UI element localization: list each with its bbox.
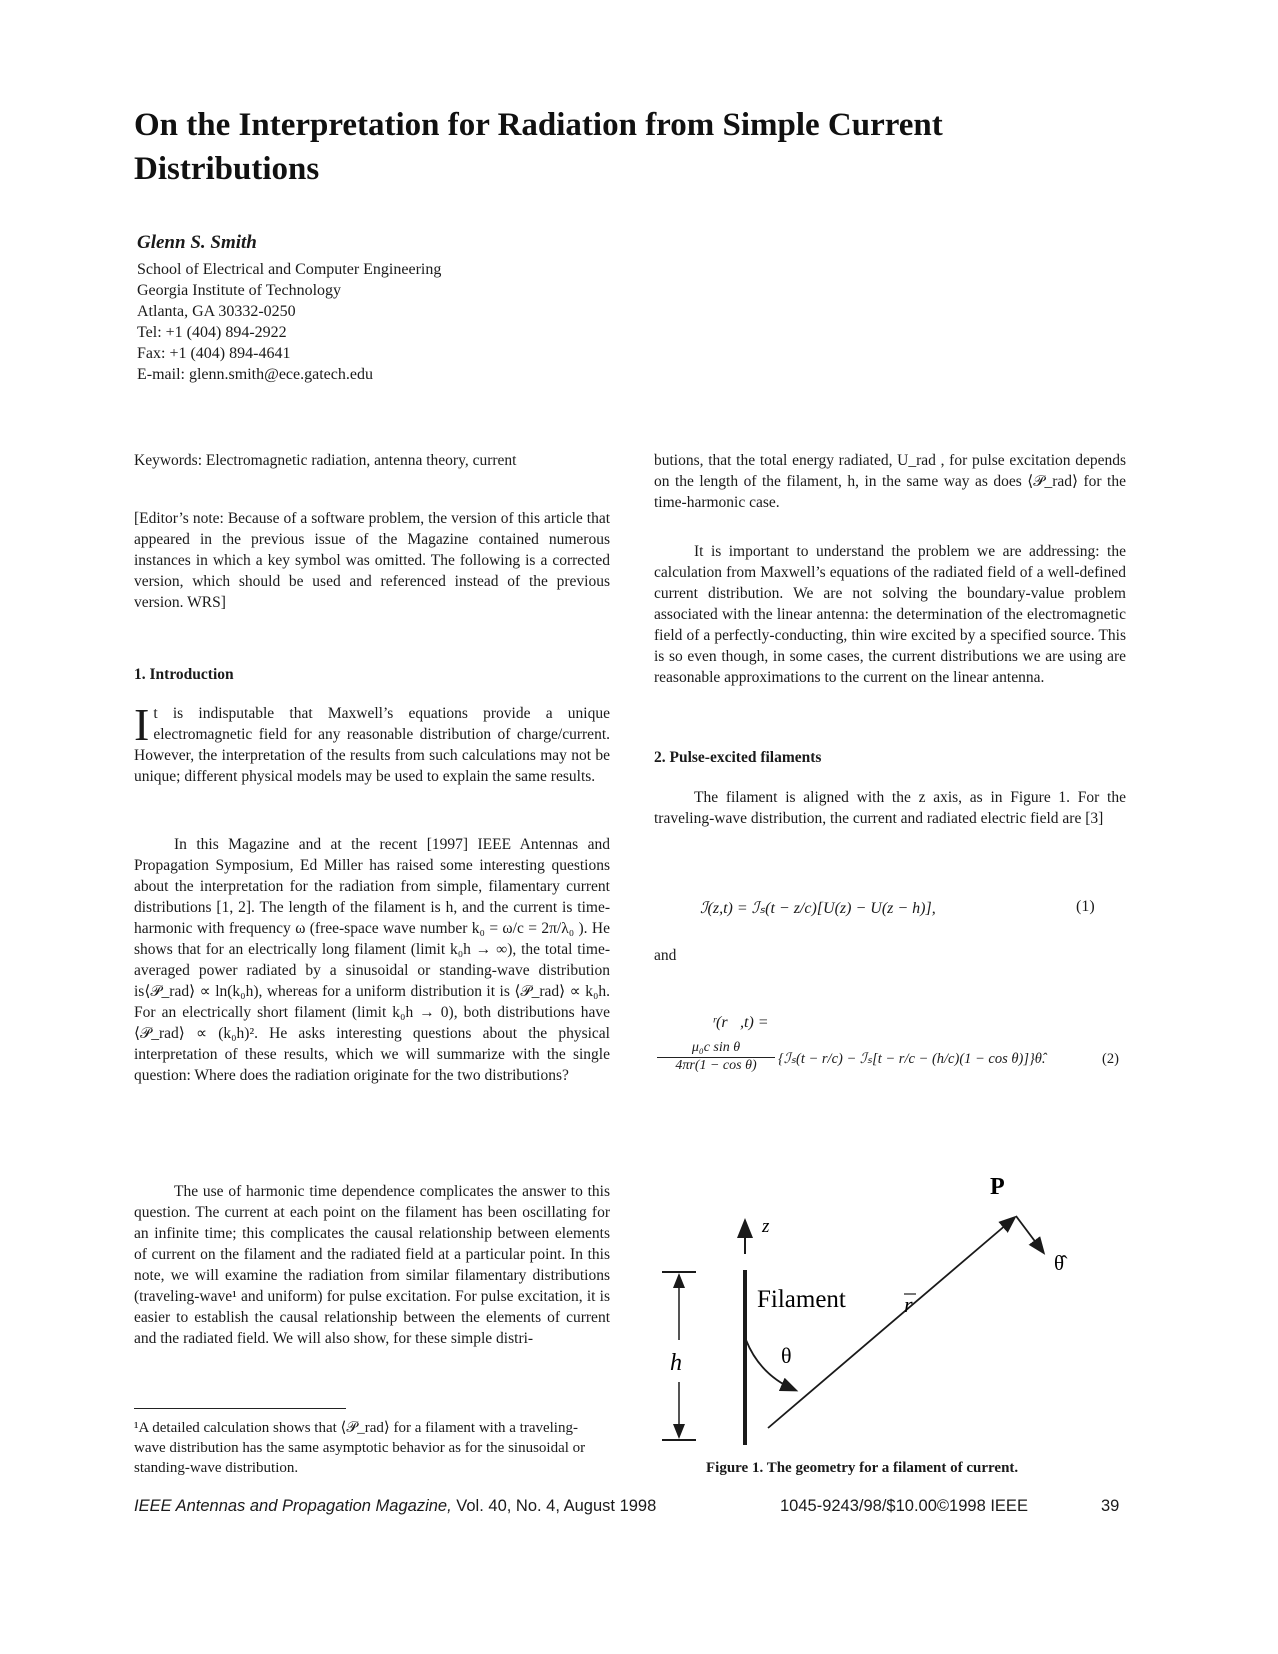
continued-paragraph: butions, that the total energy radiated, U_rad , for pulse excitation depends on the length of the filament, h, in the same way as does ⟨𝒫_rad⟩ for the time-harmonic case.: [654, 452, 1126, 511]
and-word: and: [654, 947, 677, 964]
r-vector: [768, 1218, 1014, 1428]
article-title: On the Interpretation for Radiation from Simple Current Distributions: [134, 107, 943, 187]
author-affiliation: [137, 259, 441, 385]
point-p-label: P: [990, 1174, 1005, 1200]
equation-2-lhs: ℰʳ(r⃗,t) =: [700, 1014, 769, 1031]
affiliation-line: Tel: +1 (404) 894-2922: [137, 324, 287, 341]
affiliation-line: Atlanta, GA 30332-0250: [137, 303, 296, 320]
author-name: Glenn S. Smith: [137, 232, 257, 253]
figure-1-caption: Figure 1. The geometry for a filament of current.: [706, 1460, 1019, 1476]
footer-volume: Vol. 40, No. 4, August 1998: [451, 1497, 657, 1515]
intro-paragraph-1-text: t is indisputable that Maxwell’s equations provide a unique electromagnetic field for any reasonable distribution of charge/current. However, the interpretation of the results from such calculations may not be unique; different physical models may be used to explain the same results.: [134, 705, 610, 785]
theta-hat-arrow: [1016, 1216, 1043, 1252]
page-number: 39: [1101, 1497, 1120, 1515]
section2-paragraph-1: The filament is aligned with the z axis, as in Figure 1. For the traveling-wave distribution, the current and radiated electric field are [3]: [654, 789, 1126, 827]
affiliation-line: Georgia Institute of Technology: [137, 282, 342, 299]
filament-label: Filament: [757, 1286, 846, 1313]
equation-2-numerator: μ₀c sin θ: [657, 1040, 775, 1058]
footnote: ¹A detailed calculation shows that ⟨𝒫_rad⟩ for a filament with a traveling-wave distribution has the same asymptotic behavior as for the sinusoidal or standing-wave distribution.: [134, 1420, 586, 1476]
footer-journal-name: IEEE Antennas and Propagation Magazine,: [134, 1497, 452, 1515]
footer-code: 1045-9243/98/$10.00©1998 IEEE: [780, 1497, 1028, 1515]
problem-statement-paragraph: It is important to understand the problem we are addressing: the calculation from Maxwell’s equations of the radiated field of a well-defined current distribution. We are not solving the boundary-value problem associated with the linear antenna: the determination of the electromagnetic field of a perfectly-conducting, thin wire excited by a specified source. This is so even though, in some cases, the current distributions we are using are reasonable approximations to the current on the linear antenna.: [654, 543, 1126, 686]
footnote-rule: [134, 1408, 346, 1409]
intro-paragraph-1: [134, 699, 610, 787]
footer-journal: [134, 1497, 656, 1516]
z-axis-label: z: [762, 1216, 770, 1237]
equation-1-number: (1): [1076, 898, 1095, 915]
intro-paragraph-3: The use of harmonic time dependence complicates the answer to this question. The current at each point on the filament has been oscillating for an infinite time; this complicates the causal relationship between elements of current on the filament and the radiated field at a particular point. In this note, we will examine the radiation from similar filamentary distributions (traveling-wave¹ and uniform) for pulse excitation. For pulse excitation, it is easier to establish the causal relationship between the elements of current and the radiated field. We will also show, for these simple distri-: [134, 1183, 610, 1347]
equation-2-denominator: 4πr(1 − cos θ): [675, 1058, 757, 1073]
intro-paragraph-2: In this Magazine and at the recent [1997] IEEE Antennas and Propagation Symposium, Ed Miller has raised some interesting questions about the interpretation for the radiation from simple, filamentary current distributions [1, 2]. The length of the filament is h, and the current is time-harmonic with frequency ω (free-space wave number k₀ = ω/c = 2π/λ₀ ). He shows that for an electrically long filament (limit k₀h → ∞), the total time-averaged power radiated by a sinusoidal or standing-wave distribution is⟨𝒫_rad⟩ ∝ ln(k₀h), whereas for a uniform distribution it is ⟨𝒫_rad⟩ ∝ k₀h. For an electrically short filament (limit k₀h → 0), both distributions have ⟨𝒫_rad⟩ ∝ (k₀h)². He asks interesting questions about the physical interpretation of these results, which we will summarize with the single question: Where does the radiation originate for the two distributions?: [134, 836, 610, 1084]
affiliation-line: Fax: +1 (404) 894-4641: [137, 345, 291, 362]
section-heading-pulse: 2. Pulse-excited filaments: [654, 749, 822, 766]
section-heading-introduction: 1. Introduction: [134, 666, 234, 683]
theta-label: θ: [781, 1343, 792, 1368]
h-label: h: [670, 1350, 682, 1376]
keywords: Keywords: Electromagnetic radiation, antenna theory, current: [134, 452, 517, 469]
equation-1: ℐ(z,t) = ℐₛ(t − z/c)[U(z) − U(z − h)],: [700, 900, 936, 917]
equation-2-number: (2): [1102, 1051, 1119, 1067]
equation-2-fraction: [657, 1040, 775, 1074]
theta-hat-label: θ̂: [1054, 1251, 1065, 1275]
drop-cap: I: [134, 699, 150, 750]
r-label: r: [904, 1292, 913, 1317]
equation-2-body: {ℐₛ(t − r/c) − ℐₛ[t − r/c − (h/c)(1 − cos θ)]}θ̂.: [778, 1051, 1046, 1067]
affiliation-line: School of Electrical and Computer Engineering: [137, 261, 442, 278]
figure-1-diagram: [650, 1160, 1110, 1450]
editors-note: [Editor’s note: Because of a software problem, the version of this article that appeared in the previous issue of the Magazine contained numerous instances in which a key symbol was omitted. The following is a corrected version, which should be used and referenced instead of the previous version. WRS]: [134, 510, 610, 611]
affiliation-email: E-mail: glenn.smith@ece.gatech.edu: [137, 366, 373, 383]
